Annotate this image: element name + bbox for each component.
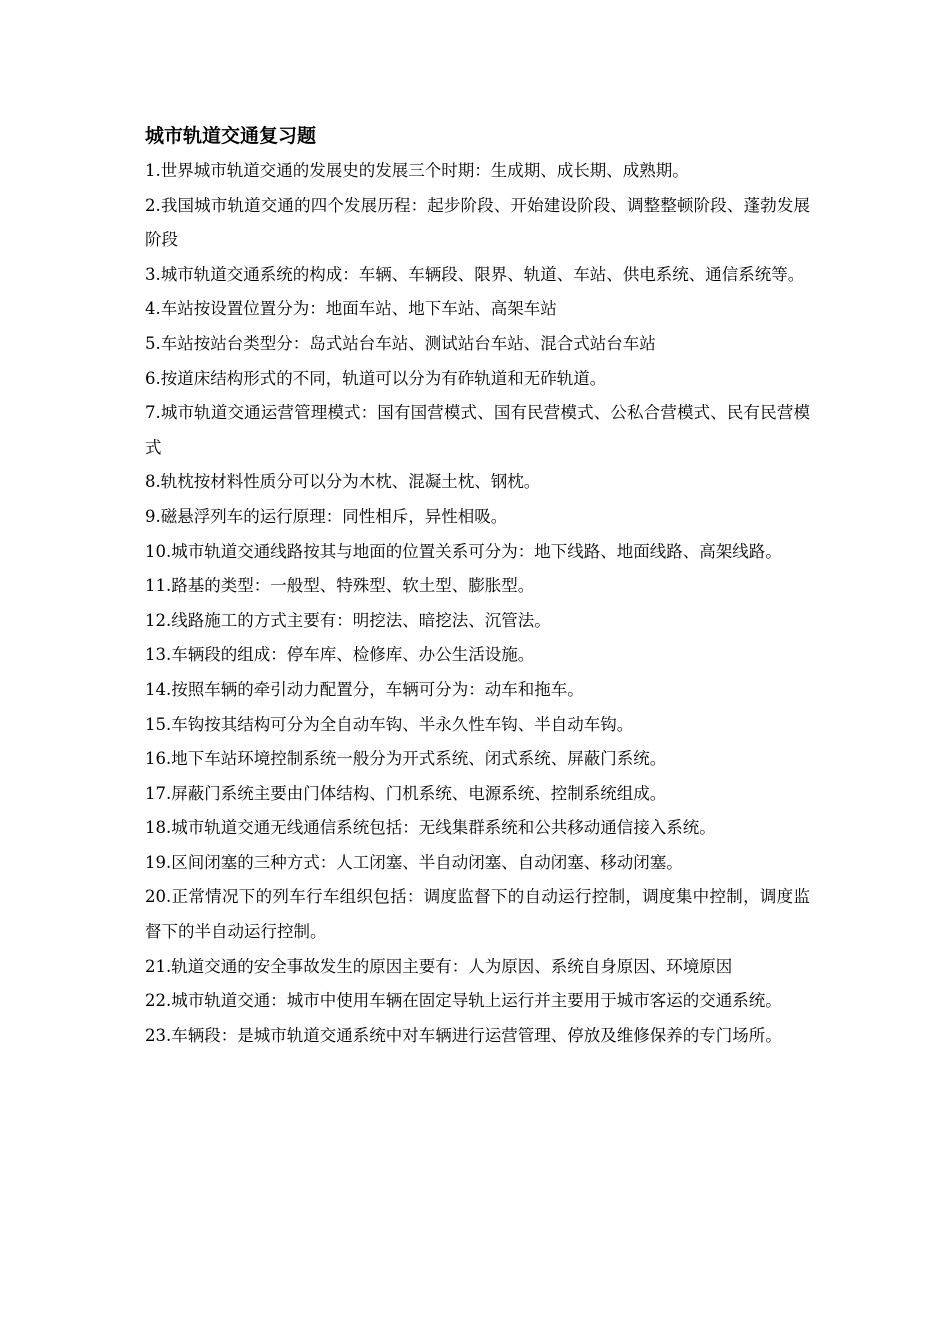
- list-item: 23.车辆段：是城市轨道交通系统中对车辆进行运营管理、停放及维修保养的专门场所。: [145, 1025, 782, 1045]
- document-title: 城市轨道交通复习题: [145, 125, 317, 147]
- question-list: [145, 154, 810, 1053]
- list-item: 21.轨道交通的安全事故发生的原因主要有：人为原因、系统自身原因、环境原因: [145, 956, 733, 976]
- list-item: 1.世界城市轨道交通的发展史的发展三个时期：生成期、成长期、成熟期。: [145, 161, 689, 180]
- list-item: 5.车站按站台类型分：岛式站台车站、测试站台车站、混合式站台车站: [145, 333, 656, 353]
- list-item: 13.车辆段的组成：停车库、检修库、办公生活设施。: [145, 645, 535, 665]
- list-item: 6.按道床结构形式的不同，轨道可以分为有砟轨道和无砟轨道。: [145, 368, 607, 388]
- list-item: 8.轨枕按材料性质分可以分为木枕、混凝土枕、钢枕。: [145, 472, 541, 492]
- list-item: 11.路基的类型：一般型、特殊型、软土型、膨胀型。: [145, 576, 535, 596]
- list-item: 18.城市轨道交通无线通信系统包括：无线集群系统和公共移动通信接入系统。: [145, 818, 716, 838]
- list-item: 12.线路施工的方式主要有：明挖法、暗挖法、沉管法。: [145, 610, 551, 630]
- document-page: [145, 118, 810, 1053]
- list-item: 7.城市轨道交通运营管理模式：国有国营模式、国有民营模式、公私合营模式、民有民营模式: [145, 403, 810, 457]
- list-item: 20.正常情况下的列车行车组织包括：调度监督下的自动运行控制，调度集中控制，调度监督下的半自动运行控制。: [145, 887, 810, 942]
- list-item: 22.城市轨道交通：城市中使用车辆在固定导轨上运行并主要用于城市客运的交通系统。: [145, 991, 782, 1011]
- list-item: 10.城市轨道交通线路按其与地面的位置关系可分为：地下线路、地面线路、高架线路。: [145, 541, 782, 561]
- list-item: 3.城市轨道交通系统的构成：车辆、车辆段、限界、轨道、车站、供电系统、通信系统等。: [145, 264, 805, 284]
- list-item: 17.屏蔽门系统主要由门体结构、门机系统、电源系统、控制系统组成。: [145, 783, 667, 803]
- list-item: 14.按照车辆的牵引动力配置分，车辆可分为：动车和拖车。: [145, 679, 584, 699]
- list-item: 9.磁悬浮列车的运行原理：同性相斥，异性相吸。: [145, 506, 508, 526]
- list-item: 16.地下车站环境控制系统一般分为开式系统、闭式系统、屏蔽门系统。: [145, 749, 667, 769]
- list-item: 19.区间闭塞的三种方式：人工闭塞、半自动闭塞、自动闭塞、移动闭塞。: [145, 852, 683, 872]
- list-item: 2.我国城市轨道交通的四个发展历程：起步阶段、开始建设阶段、调整整顿阶段、蓬勃发展阶段: [145, 195, 810, 250]
- list-item: 4.车站按设置位置分为：地面车站、地下车站、高架车站: [145, 299, 557, 319]
- list-item: 15.车钩按其结构可分为全自动车钩、半永久性车钩、半自动车钩。: [145, 714, 634, 734]
